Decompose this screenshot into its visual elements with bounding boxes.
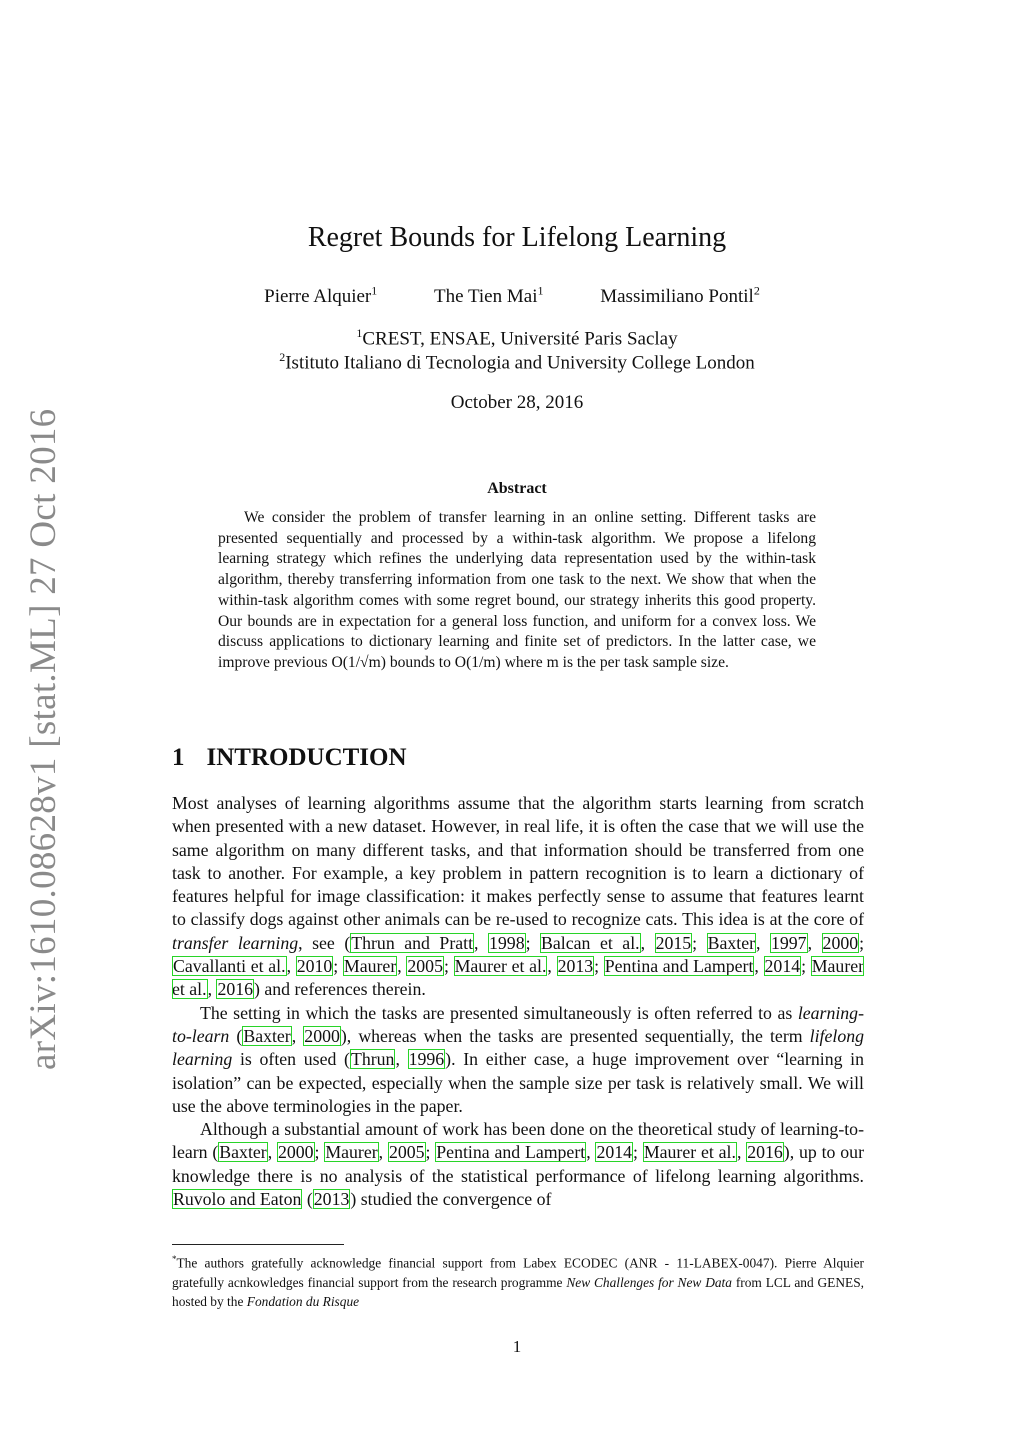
text-run: ), whereas when the tasks are presented sequentially, the term [340, 1025, 810, 1046]
footnote-mark: * [172, 1254, 177, 1264]
citation-link[interactable]: Pentina and Lampert [436, 1142, 586, 1163]
citation-link[interactable]: 2014 [596, 1142, 633, 1163]
separator: , [286, 956, 296, 977]
paper-title: Regret Bounds for Lifelong Learning [307, 222, 727, 253]
citation-link[interactable]: 2014 [764, 956, 801, 977]
citation-link[interactable]: 2013 [313, 1189, 350, 1210]
separator: ; [314, 1142, 325, 1163]
body-text [172, 792, 864, 1211]
citation-link[interactable]: Maurer et al. [172, 956, 865, 1000]
affiliation-text: Istituto Italiano di Tecnologia and University College London [285, 352, 755, 374]
citation-link[interactable]: Thrun and Pratt [351, 932, 474, 953]
arxiv-identifier-stamp: arXiv:1610.08628v1 [stat.ML] 27 Oct 2016 [23, 408, 64, 1070]
emphasis: lifelong learning [172, 1025, 864, 1070]
separator: , [378, 1142, 388, 1163]
affiliation-mark: 2 [279, 350, 286, 364]
separator: , [640, 932, 655, 953]
separator: ; [333, 956, 343, 977]
paragraph [172, 792, 864, 1002]
citation-link[interactable]: 1997 [771, 932, 807, 953]
affiliation [0, 350, 1024, 374]
paragraph [172, 1118, 864, 1211]
text-run: , see ( [298, 932, 351, 953]
citation-link[interactable]: Maurer et al. [454, 956, 547, 977]
footnote-rule [172, 1244, 344, 1245]
citation-link[interactable]: Baxter [219, 1142, 267, 1163]
separator: , [736, 1142, 747, 1163]
author-name: Massimiliano Pontil [600, 286, 754, 308]
text-run: The authors gratefully acknowledge financial support from Labex ECODEC (ANR - 11-LABEX-0047). Pierre Alquier gratefully acnkowledges financial support from the research programme [172, 1255, 864, 1290]
author [600, 286, 760, 307]
citation-link[interactable]: 2016 [217, 979, 254, 1000]
separator: , [397, 956, 407, 977]
section-title: INTRODUCTION [206, 744, 407, 771]
separator: ; [859, 932, 865, 953]
citation-link[interactable]: Maurer [325, 1142, 378, 1163]
text-run: Most analyses of learning algorithms assume that the algorithm starts learning from scratch when presented with a new dataset. However, in real life, it is often the case that we will use the same algorithm on many different tasks, and that information should be transferred from one task to another. For example, a key problem in pattern recognition is to learn a dictionary of features helpful for image classification: it makes perfectly sense to assume that features learnt to classify dogs against other animals can be re-used to recognize cats. This idea is at the core of [172, 793, 864, 930]
text-run: ) and references therein. [254, 979, 426, 1000]
page-number: 1 [512, 1337, 522, 1356]
citation-link[interactable]: 2000 [304, 1025, 340, 1046]
emphasis: Fondation du Risque [246, 1294, 360, 1310]
text-run: ). In either case, a huge improvement over “learning in isolation” can be expected, especially when the sample size per task is relatively small. We will use the above terminologies in the paper. [172, 1049, 865, 1116]
separator: , [291, 1025, 304, 1046]
separator: , [395, 1049, 408, 1070]
citation-link[interactable]: Baxter [707, 932, 756, 953]
separator: , [807, 932, 822, 953]
citation-link[interactable]: Balcan et al. [541, 932, 640, 953]
separator: , [754, 956, 764, 977]
author [434, 286, 543, 307]
author-list [0, 284, 1024, 308]
citation-link[interactable]: 2005 [407, 956, 443, 977]
author [264, 286, 377, 307]
affiliation [0, 326, 1024, 350]
citation-link[interactable]: Maurer et al. [643, 1142, 736, 1163]
emphasis: New Challenges for New Data [566, 1274, 732, 1290]
citation-link[interactable]: Baxter [243, 1025, 291, 1046]
citation-link[interactable]: 2013 [557, 956, 594, 977]
separator: ; [443, 956, 454, 977]
citation-link[interactable]: 1996 [408, 1049, 445, 1070]
citation-link[interactable]: 2000 [277, 1142, 314, 1163]
text-run: The setting in which the tasks are presented simultaneously is often referred to as [200, 1002, 798, 1023]
separator: ; [633, 1142, 643, 1163]
affiliation-text: CREST, ENSAE, Université Paris Saclay [362, 328, 678, 350]
author-name: Pierre Alquier [264, 286, 372, 308]
footnote [172, 1250, 864, 1312]
paper-date: October 28, 2016 [450, 392, 584, 413]
text-run: is often used ( [232, 1049, 350, 1070]
affiliation-mark: 1 [356, 326, 363, 340]
citation-link[interactable]: 1998 [489, 932, 525, 953]
citation-link[interactable]: Ruvolo and Eaton [173, 1189, 302, 1210]
abstract-heading: Abstract [487, 480, 547, 497]
citation-link[interactable]: Pentina and Lampert [604, 956, 754, 977]
separator: , [207, 979, 217, 1000]
section-number: 1 [172, 744, 185, 771]
affiliation-mark: 1 [537, 284, 544, 298]
separator: ; [425, 1142, 436, 1163]
separator: ; [801, 956, 811, 977]
author-name: The Tien Mai [434, 286, 538, 308]
citation-link[interactable]: Cavallanti et al. [173, 956, 286, 977]
emphasis: learning-to-learn [172, 1002, 864, 1046]
affiliation-mark: 1 [371, 284, 378, 298]
separator: , [756, 932, 770, 953]
section-heading [172, 744, 407, 772]
citation-link[interactable]: 2010 [296, 956, 333, 977]
text-run: Although a substantial amount of work has been done on the theoretical study of learning-to-learn ( [172, 1119, 864, 1163]
affiliation-mark: 2 [753, 284, 760, 298]
citation-link[interactable]: 2005 [388, 1142, 425, 1163]
citation-link[interactable]: Maurer [343, 956, 397, 977]
citation-link[interactable]: 2000 [822, 932, 859, 953]
separator: ( [302, 1189, 313, 1210]
separator: , [474, 932, 489, 953]
citation-link[interactable]: 2016 [747, 1142, 783, 1163]
separator: ; [525, 932, 541, 953]
text-run: ( [229, 1025, 243, 1046]
paragraph [172, 1002, 864, 1118]
separator: ; [692, 932, 707, 953]
separator: , [267, 1142, 277, 1163]
text-run: from LCL and GENES, hosted by the [172, 1274, 864, 1310]
citation-link[interactable]: 2015 [655, 932, 692, 953]
abstract-text: We consider the problem of transfer learning in an online setting. Different tasks are presented sequentially and processed by a within-task algorithm. We propose a lifelong learning strategy which refines the underlying data representation used by the within-task algorithm, thereby transferring information from one task to the next. We show that when the within-task algorithm comes with some regret bound, our strategy inherits this good property. Our bounds are in expectation for a general loss function, and uniform for a convex loss. We discuss applications to dictionary learning and finite set of predictors. In the latter case, we improve previous O(1/√m) bounds to O(1/m) where m is the per task sample size. [218, 509, 816, 671]
citation-link[interactable]: Thrun [350, 1049, 395, 1070]
emphasis: transfer learning [172, 932, 299, 953]
separator: , [586, 1142, 596, 1163]
text-run: ), up to our knowledge there is no analysis of the statistical performance of lifelong learning algorithms. [172, 1142, 864, 1186]
separator: ; [594, 956, 604, 977]
text-run: ) studied the convergence of [350, 1189, 552, 1210]
separator: , [547, 956, 557, 977]
